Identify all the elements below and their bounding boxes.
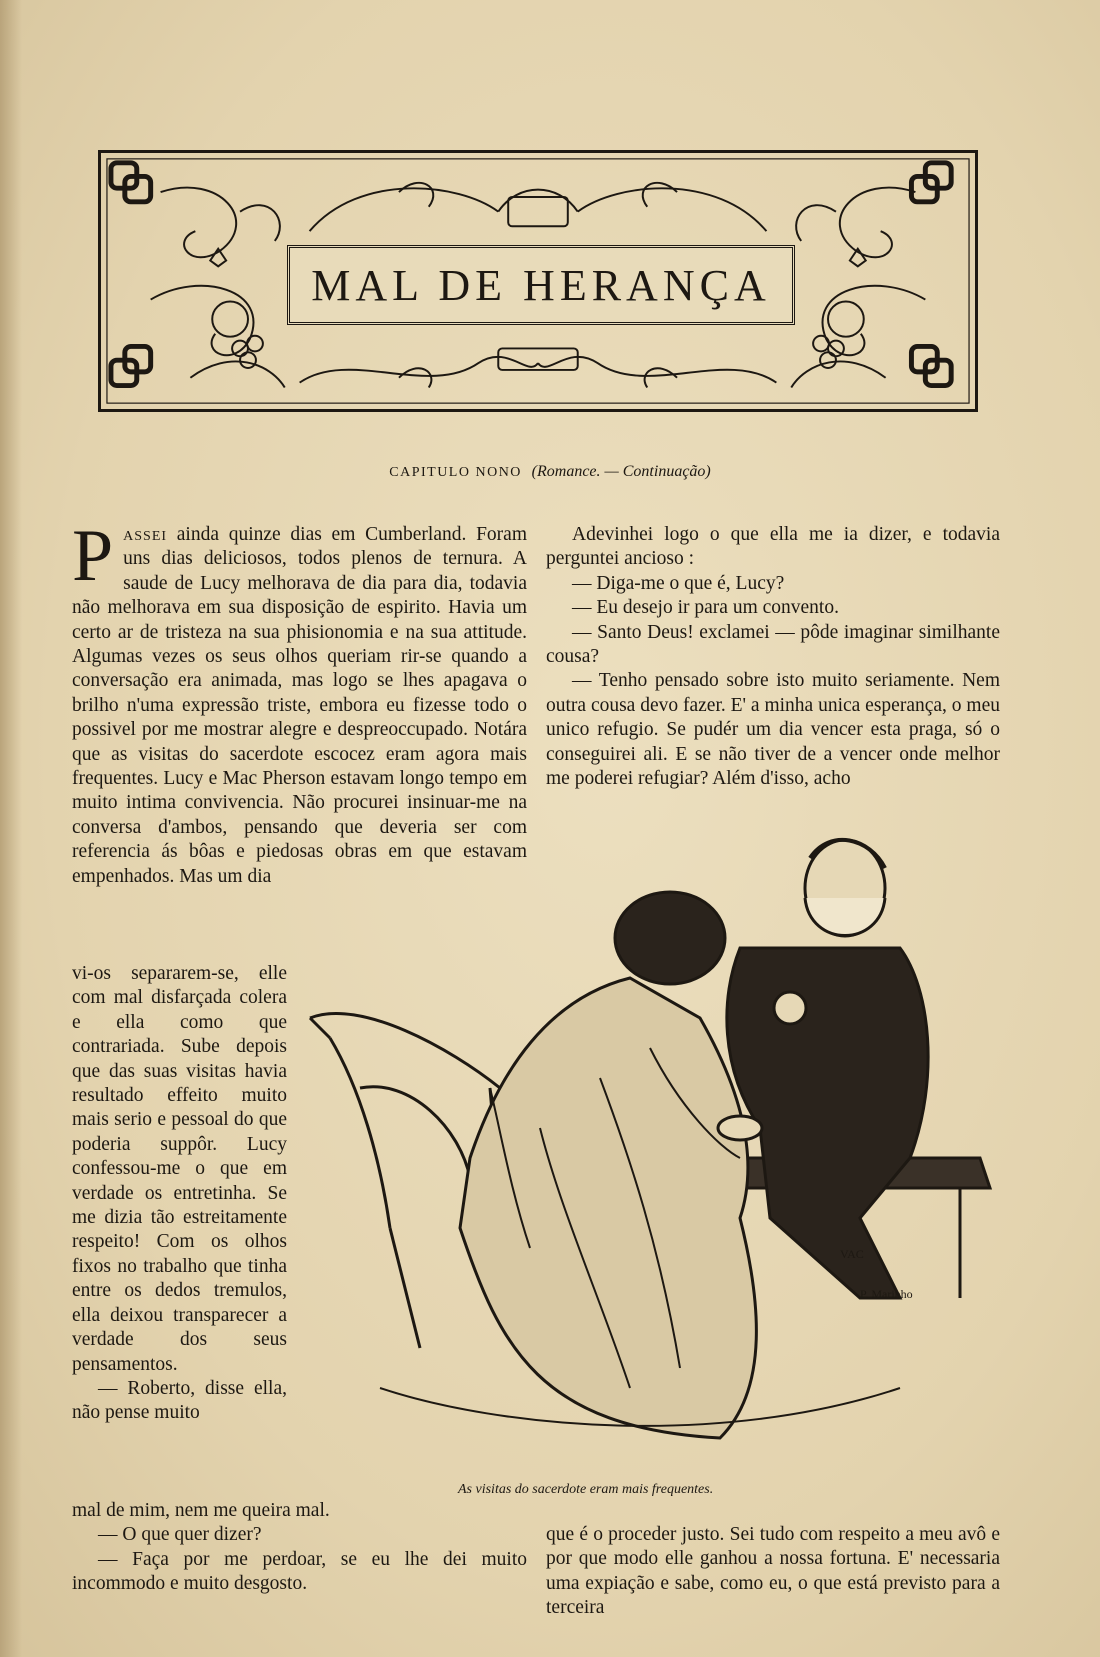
engraver-monogram: VAC (840, 1247, 864, 1261)
chapter-heading (0, 463, 1100, 481)
title-frame (287, 245, 795, 325)
ornamental-header (98, 150, 978, 412)
article-title: MAL DE HERANÇA (311, 260, 771, 310)
opening-paragraph-text: ainda quinze dias em Cumberland. Foram uns dias deliciosos, todos plenos de ternura. A saude de Lucy melhorava de dia para dia, todavia não melhorava em sua disposição de espirito. Havia um certo ar de tristeza na sua phisionomia e na sua attitude. Algumas vezes os seus olhos queriam rir-se quando a conversação era animada, mas logo se lhes apagava o brilho n'uma expressão triste, embora eu fizesse todo o possivel por me mostrar alegre e despreoccupado. Notára que as visitas do sacerdote escocez eram agora mais frequentes. Lucy e Mac Pherson estavam longo tempo em muito intima convivencia. Não procurei insinuar-me na conversa d'ambos, pensando que deveria ser com referencia ás bôas e piedosas obras em que estavam empenhados. Mas um dia (72, 524, 527, 887)
dialogue-roberto: — Roberto, disse ella, não pense muito (72, 1377, 287, 1424)
right-paragraph-6: que é o proceder justo. Sei tudo com respeito a meu avô e por que modo elle ganhou a nossa fortuna. E' necessaria uma expiação e sabe, como eu, o que está previsto para a terceira (546, 1524, 1000, 1619)
right-paragraph-1: Adevinhei logo o que ella me ia dizer, e todavia perguntei ancioso : (546, 524, 1000, 570)
page-binding-shadow (0, 0, 22, 1657)
right-column-top (546, 523, 1000, 791)
chapter-label: CAPITULO NONO (389, 465, 522, 480)
right-paragraph-2: — Diga-me o que é, Lucy? (572, 572, 785, 594)
illustration-caption: As visitas do sacerdote eram mais frequentes. (458, 1482, 714, 1497)
opening-word: assei (123, 524, 168, 545)
left-column-bottom (72, 1499, 527, 1597)
right-column-bottom (546, 1523, 1000, 1621)
chapter-subtitle: (Romance. — Continuação) (531, 463, 711, 480)
engraving-illustration (300, 828, 1020, 1478)
narrow-paragraph: vi-os separarem-se, elle com mal disfarçada colera e ella como que contrariada. Sube depois que das suas visitas havia resultado effeito muito mais serio e pessoal do que poderia suppôr. Lucy confessou-me o que em verdade os entretinha. Se me dizia tão estreitamente respeito! Com os olhos fixos no trabalho que tinha entre os dedos tremulos, ella deixou transparecer a verdade dos seus pensamentos. (72, 963, 287, 1375)
engraving-scene (300, 828, 1020, 1478)
right-paragraph-4: — Santo Deus! exclamei — pôde imaginar similhante cousa? (546, 621, 1000, 668)
right-paragraph-5: — Tenho pensado sobre isto muito seriamente. Nem outra cousa devo fazer. E' a minha unica esperança, o meu unico refugio. Se pudér um dia vencer esta praga, só o conseguirei ali. E se não tiver de a vencer onde melhor me poderei refugiar? Além d'isso, acho (546, 670, 1000, 790)
artist-signature: P. Marinho (860, 1287, 913, 1301)
dialogue-question: — O que quer dizer? (98, 1524, 262, 1546)
dialogue-roberto-cont: mal de mim, nem me queira mal. (72, 1500, 330, 1521)
left-column-narrow (72, 962, 287, 1426)
dialogue-forgive: — Faça por me perdoar, se eu lhe dei muito incommodo e muito desgosto. (72, 1548, 527, 1595)
drop-cap: P (72, 515, 114, 597)
right-paragraph-3: — Eu desejo ir para um convento. (572, 597, 839, 619)
